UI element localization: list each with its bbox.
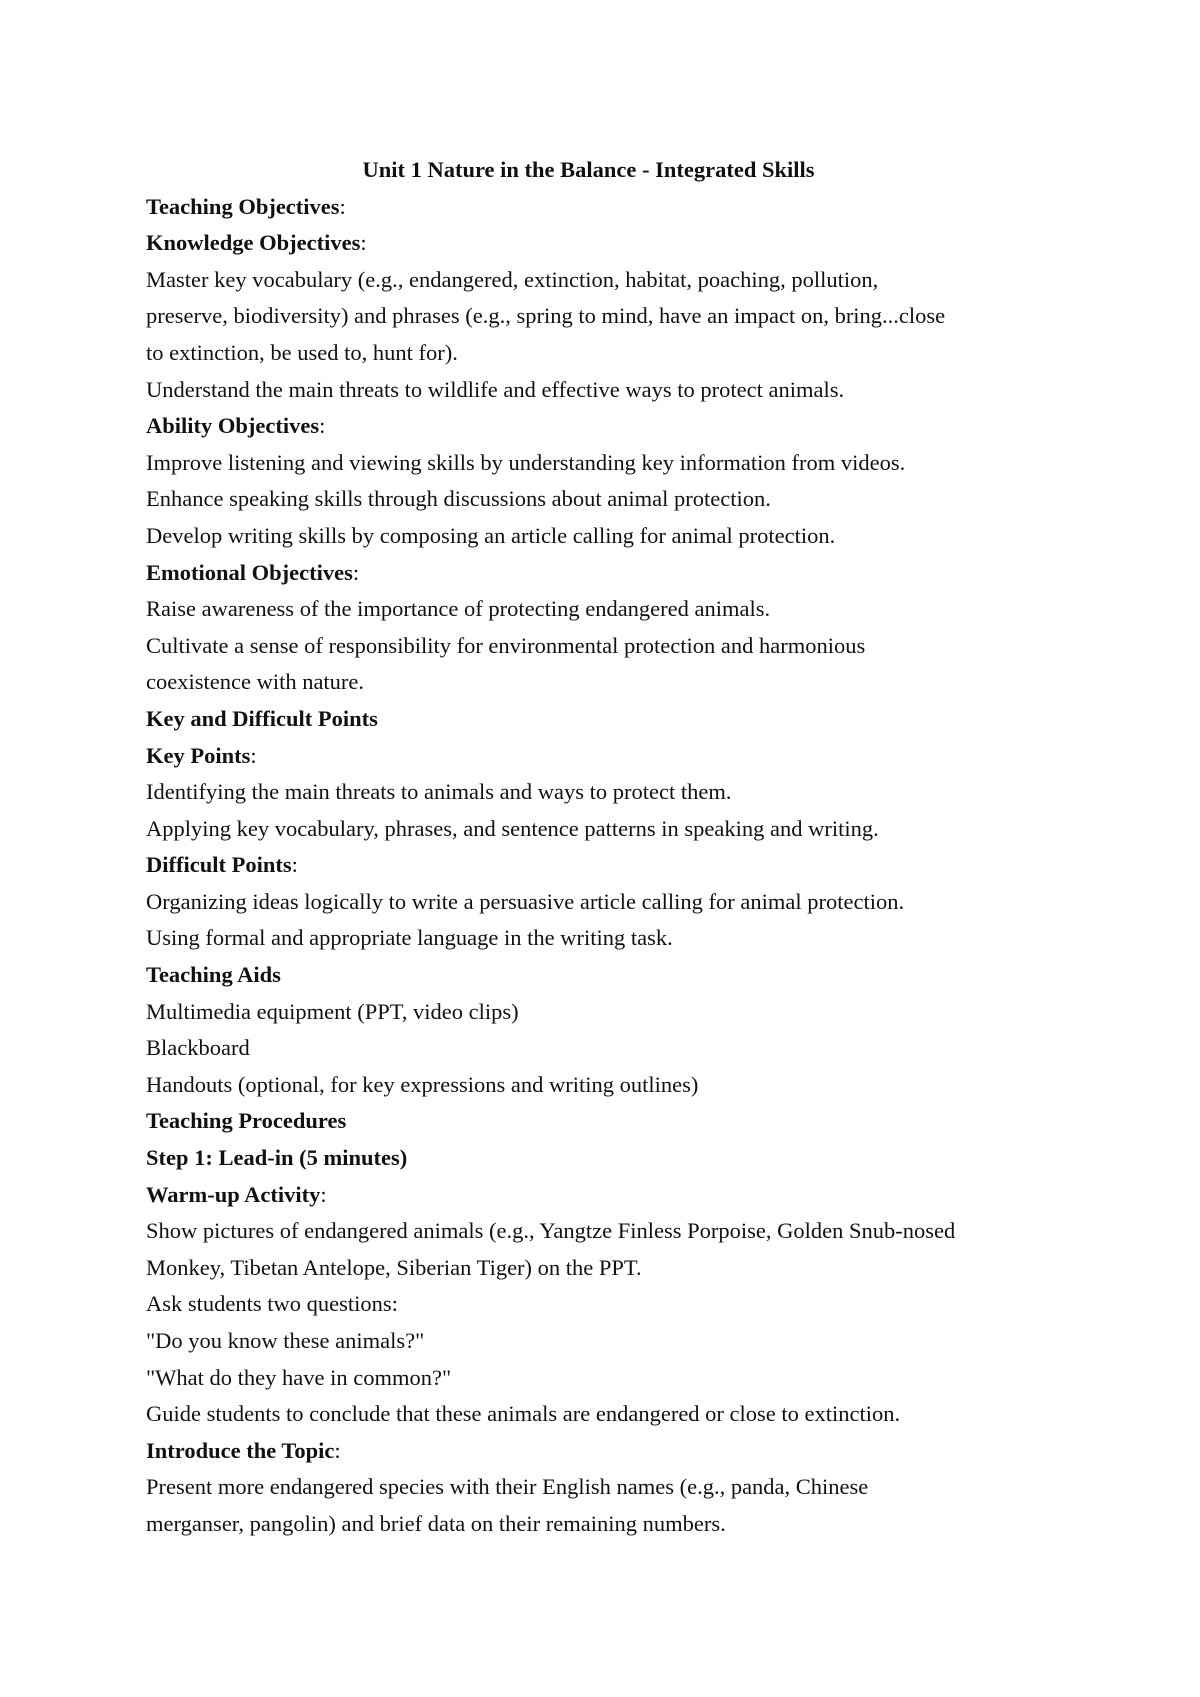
heading-colon: : — [334, 1437, 341, 1463]
heading-emotional-objectives — [146, 555, 1046, 592]
body-line: Monkey, Tibetan Antelope, Siberian Tiger) on the PPT. — [146, 1254, 642, 1280]
heading-text: Teaching Objectives — [146, 193, 340, 219]
heading-text: Ability Objectives — [146, 413, 320, 439]
heading-text: Knowledge Objectives — [146, 230, 361, 256]
body-line: Improve listening and viewing skills by understanding key information from videos. — [146, 449, 906, 475]
body-line: Organizing ideas logically to write a persuasive article calling for animal protection. — [146, 888, 905, 914]
document-title: Unit 1 Nature in the Balance - Integrated Skills — [362, 157, 815, 182]
body-line: Blackboard — [146, 1035, 250, 1061]
body-line: Ask students two questions: — [146, 1291, 398, 1317]
body-line: Identifying the main threats to animals and ways to protect them. — [146, 779, 732, 805]
heading-key-points — [146, 738, 1046, 775]
body-line: Guide students to conclude that these animals are endangered or close to extinction. — [146, 1401, 901, 1427]
body-line: merganser, pangolin) and brief data on their remaining numbers. — [146, 1510, 726, 1536]
heading-colon: : — [319, 413, 326, 439]
heading-knowledge-objectives — [146, 225, 1046, 262]
body-line: "Do you know these animals?" — [146, 1328, 425, 1353]
heading-introduce-topic — [146, 1433, 1046, 1470]
body-line: Multimedia equipment (PPT, video clips) — [146, 998, 519, 1024]
heading-colon: : — [250, 742, 257, 768]
body-line: Applying key vocabulary, phrases, and sentence patterns in speaking and writing. — [146, 815, 879, 841]
heading-teaching-procedures: Teaching Procedures — [146, 1108, 347, 1134]
heading-key-difficult-points: Key and Difficult Points — [146, 705, 378, 731]
heading-ability-objectives — [146, 408, 1046, 445]
heading-teaching-objectives — [146, 189, 1046, 226]
heading-colon: : — [291, 852, 298, 878]
body-line: Raise awareness of the importance of protecting endangered animals. — [146, 596, 771, 622]
body-line: to extinction, be used to, hunt for). — [146, 339, 458, 365]
heading-text: Key Points — [146, 742, 251, 768]
body-line: Understand the main threats to wildlife and effective ways to protect animals. — [146, 376, 845, 402]
body-line: Present more endangered species with their English names (e.g., panda, Chinese — [146, 1474, 869, 1500]
heading-colon: : — [320, 1181, 327, 1207]
heading-step-1: Step 1: Lead-in (5 minutes) — [146, 1145, 408, 1171]
heading-teaching-aids: Teaching Aids — [146, 962, 281, 988]
body-line: Enhance speaking skills through discussions about animal protection. — [146, 486, 771, 512]
body-line: Develop writing skills by composing an article calling for animal protection. — [146, 522, 836, 548]
body-line: Show pictures of endangered animals (e.g., Yangtze Finless Porpoise, Golden Snub-nosed — [146, 1218, 956, 1244]
heading-colon: : — [339, 193, 346, 219]
heading-difficult-points — [146, 847, 1046, 884]
body-line: Handouts (optional, for key expressions and writing outlines) — [146, 1071, 699, 1097]
body-line: Using formal and appropriate language in the writing task. — [146, 925, 673, 951]
heading-text: Introduce the Topic — [146, 1437, 335, 1463]
body-line: Cultivate a sense of responsibility for environmental protection and harmonious — [146, 632, 866, 658]
body-line: coexistence with nature. — [146, 669, 365, 695]
heading-text: Difficult Points — [146, 852, 292, 878]
body-line: Master key vocabulary (e.g., endangered, extinction, habitat, poaching, pollution, — [146, 266, 879, 292]
heading-text: Warm-up Activity — [146, 1181, 321, 1207]
document-page — [146, 152, 1046, 1543]
heading-text: Emotional Objectives — [146, 559, 353, 585]
body-line: preserve, biodiversity) and phrases (e.g., spring to mind, have an impact on, bring...close — [146, 303, 946, 329]
heading-warm-up-activity — [146, 1177, 1046, 1214]
body-line: "What do they have in common?" — [146, 1364, 452, 1390]
heading-colon: : — [352, 559, 360, 585]
heading-colon: : — [360, 230, 367, 256]
